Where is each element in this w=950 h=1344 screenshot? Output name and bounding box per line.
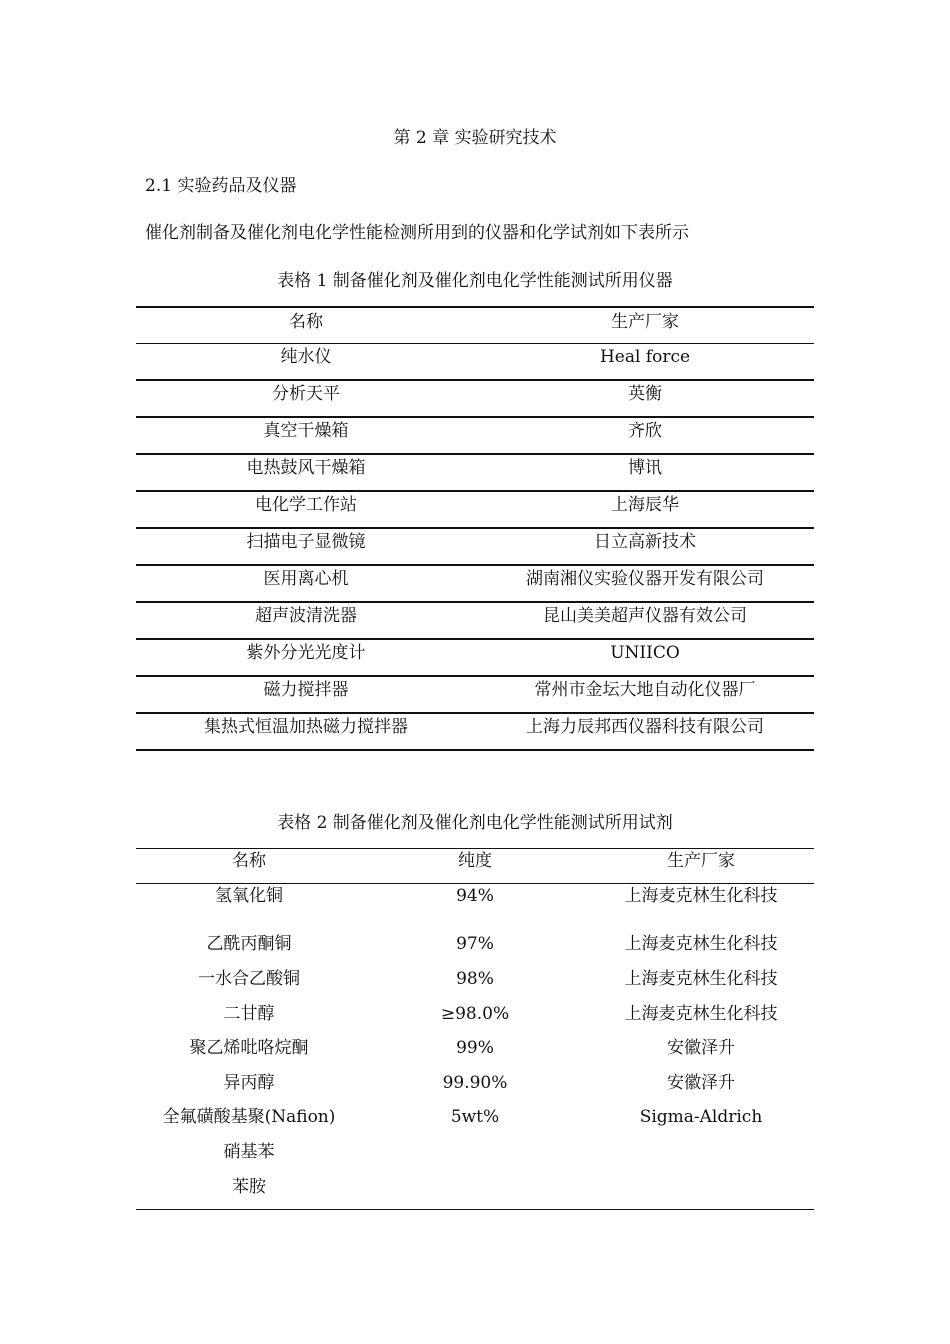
reagent-maker: 上海麦克林生化科技: [624, 1004, 778, 1024]
table-row: [136, 491, 814, 527]
instrument-maker: 上海力辰邦西仪器科技有限公司: [526, 717, 764, 737]
instrument-name: 电热鼓风干燥箱: [246, 458, 366, 478]
table2-bottom-rule: [136, 1209, 814, 1210]
reagent-name: 一水合乙酸铜: [198, 969, 300, 989]
reagent-name: 硝基苯: [223, 1142, 275, 1162]
instrument-maker: 齐欣: [628, 421, 662, 441]
chapter-title: 第 2 章 实验研究技术: [393, 128, 557, 148]
table-row: [136, 565, 814, 601]
reagent-maker: 上海麦克林生化科技: [624, 886, 778, 906]
table-row: [136, 528, 814, 564]
table-row: [136, 882, 814, 912]
table-row: [136, 1173, 814, 1203]
table1-caption: 表格 1 制备催化剂及催化剂电化学性能测试所用仪器: [277, 271, 673, 291]
table2-caption: 表格 2 制备催化剂及催化剂电化学性能测试所用试剂: [277, 813, 673, 833]
instrument-name: 紫外分光光度计: [246, 643, 366, 663]
reagent-maker: 上海麦克林生化科技: [624, 969, 778, 989]
table-row: [136, 454, 814, 490]
table1-header-name: 名称: [289, 312, 323, 332]
table-row: [136, 417, 814, 453]
table2-header-name: 名称: [232, 851, 266, 871]
table2-header-row: [136, 847, 814, 877]
table-row: [136, 1103, 814, 1133]
table-row: [136, 713, 814, 749]
instrument-name: 超声波清洗器: [255, 606, 357, 626]
section-heading: 2.1 实验药品及仪器: [145, 176, 297, 196]
instrument-maker: 湖南湘仪实验仪器开发有限公司: [526, 569, 764, 589]
instrument-maker: 常州市金坛大地自动化仪器厂: [534, 680, 756, 700]
intro-paragraph: 催化剂制备及催化剂电化学性能检测所用到的仪器和化学试剂如下表所示: [145, 223, 689, 243]
reagent-name: 氢氧化铜: [215, 886, 283, 906]
reagent-name: 乙酰丙酮铜: [206, 934, 292, 954]
instrument-maker: 上海辰华: [611, 495, 679, 515]
instrument-name: 集热式恒温加热磁力搅拌器: [204, 717, 408, 737]
reagent-purity: 97%: [456, 934, 494, 954]
table-row: [136, 380, 814, 416]
reagent-purity: 5wt%: [450, 1107, 500, 1127]
reagent-name: 异丙醇: [223, 1073, 275, 1093]
instrument-name: 医用离心机: [263, 569, 349, 589]
reagent-name: 全氟磺酸基聚(Nafion): [162, 1107, 336, 1127]
table2-header-maker: 生产厂家: [667, 851, 735, 871]
table-row: [136, 930, 814, 960]
instrument-name: 扫描电子显微镜: [246, 532, 366, 552]
instrument-name: 纯水仪: [280, 347, 332, 367]
table-row: [136, 343, 814, 379]
reagent-maker: 上海麦克林生化科技: [624, 934, 778, 954]
table-row: [136, 1034, 814, 1064]
table-row: [136, 1000, 814, 1030]
reagent-purity: 99%: [456, 1038, 494, 1058]
instrument-maker: 博讯: [628, 458, 662, 478]
instrument-maker: UNIICO: [610, 643, 680, 663]
table-row: [136, 965, 814, 995]
instrument-maker: Heal force: [599, 347, 691, 367]
reagent-purity: 94%: [456, 886, 494, 906]
instrument-maker: 英衡: [628, 384, 662, 404]
table1-header-maker: 生产厂家: [611, 312, 679, 332]
reagent-purity: ≥98.0%: [440, 1004, 510, 1024]
instrument-maker: 昆山美美超声仪器有效公司: [543, 606, 747, 626]
table1-header-row: [136, 308, 814, 344]
table-row: [136, 1138, 814, 1168]
table-row: [136, 1069, 814, 1099]
instrument-name: 磁力搅拌器: [263, 680, 349, 700]
reagent-maker: 安徽泽升: [667, 1073, 735, 1093]
reagent-name: 二甘醇: [223, 1004, 275, 1024]
table1-bottom-rule: [136, 749, 814, 751]
reagent-maker: 安徽泽升: [667, 1038, 735, 1058]
instrument-name: 分析天平: [272, 384, 340, 404]
instrument-maker: 日立高新技术: [594, 532, 696, 552]
reagent-name: 聚乙烯吡咯烷酮: [189, 1038, 309, 1058]
table-row: [136, 602, 814, 638]
table2-header-purity: 纯度: [458, 851, 492, 871]
table-row: [136, 676, 814, 712]
reagent-purity: 99.90%: [442, 1073, 508, 1093]
table-row: [136, 639, 814, 675]
instrument-name: 电化学工作站: [255, 495, 357, 515]
reagent-name: 苯胺: [232, 1177, 266, 1197]
reagent-purity: 98%: [456, 969, 494, 989]
reagent-maker: Sigma-Aldrich: [639, 1107, 763, 1127]
instrument-name: 真空干燥箱: [263, 421, 349, 441]
